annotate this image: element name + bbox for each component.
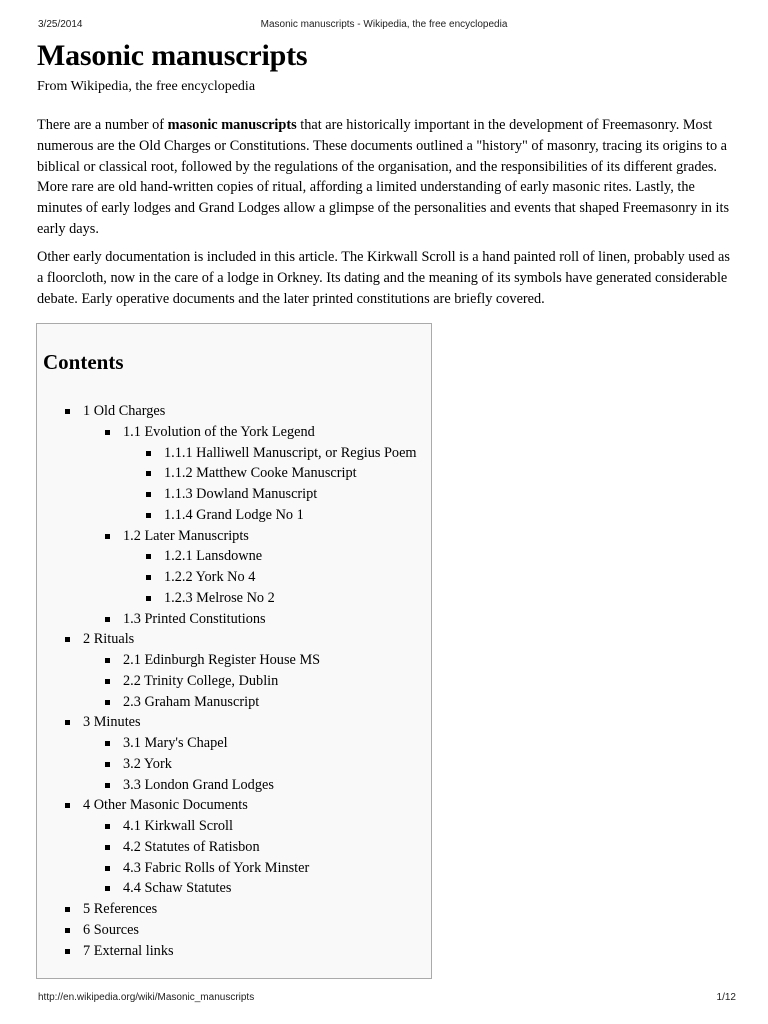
toc-item-label[interactable]: 1 Old Charges bbox=[83, 403, 166, 419]
toc-item-label[interactable]: 1.2.2 York No 4 bbox=[164, 569, 256, 585]
bullet-icon bbox=[105, 845, 110, 850]
toc-item[interactable] bbox=[37, 941, 417, 962]
print-date: 3/25/2014 bbox=[38, 19, 83, 30]
toc-item-label[interactable]: 4.4 Schaw Statutes bbox=[123, 880, 232, 897]
toc-item-label[interactable]: 1.2 Later Manuscripts bbox=[123, 527, 249, 544]
toc-item-label[interactable]: 4.2 Statutes of Ratisbon bbox=[123, 838, 260, 855]
bullet-icon bbox=[105, 679, 110, 684]
toc-list bbox=[37, 401, 417, 961]
toc-item-label[interactable]: 1.1.1 Halliwell Manuscript, or Regius Poem bbox=[164, 444, 417, 461]
bullet-icon bbox=[105, 534, 110, 539]
intro-lead: There are a number of bbox=[37, 117, 168, 133]
toc-item-label[interactable]: 7 External links bbox=[83, 942, 174, 959]
toc-item[interactable] bbox=[37, 920, 417, 941]
toc-item-label[interactable]: 6 Sources bbox=[83, 921, 139, 938]
toc-item-label[interactable]: 2 Rituals bbox=[83, 631, 135, 648]
bullet-icon bbox=[146, 596, 151, 601]
toc-item-label[interactable]: 5 References bbox=[83, 901, 158, 917]
bullet-icon bbox=[105, 866, 110, 871]
toc-item[interactable] bbox=[37, 858, 417, 879]
toc-item-label[interactable]: 4 Other Masonic Documents bbox=[83, 797, 248, 814]
toc-item-label[interactable]: 3.2 York bbox=[123, 755, 172, 772]
toc-item-label[interactable]: 1.1 Evolution of the York Legend bbox=[123, 423, 315, 440]
bullet-icon bbox=[105, 741, 110, 746]
toc-item[interactable] bbox=[37, 609, 417, 630]
page-subtitle: From Wikipedia, the free encyclopedia bbox=[37, 79, 256, 94]
toc-item-label[interactable]: 1.3 Printed Constitutions bbox=[123, 610, 266, 627]
second-paragraph: Other early documentation is included in this article. The Kirkwall Scroll is a hand painted roll of linen, probably used as a floorcloth, now in the care of a lodge in Orkney. Its dating and the meaning of its symbols have generated considerable debate. Early operative documents and the later printed constitutions are briefly covered. bbox=[37, 249, 730, 307]
toc-item[interactable] bbox=[37, 692, 417, 713]
bullet-icon bbox=[65, 949, 70, 954]
toc-item[interactable] bbox=[37, 754, 417, 775]
bullet-icon bbox=[65, 803, 70, 808]
toc-item[interactable] bbox=[37, 671, 417, 692]
toc-item-label[interactable]: 2.2 Trinity College, Dublin bbox=[123, 672, 279, 689]
intro-paragraph bbox=[37, 115, 737, 240]
toc-item-label[interactable]: 3.3 London Grand Lodges bbox=[123, 776, 274, 793]
toc-item[interactable] bbox=[37, 567, 417, 588]
toc-item[interactable] bbox=[37, 775, 417, 796]
toc-item-label[interactable]: 1.1.2 Matthew Cooke Manuscript bbox=[164, 465, 357, 482]
toc-heading: Contents bbox=[43, 350, 124, 374]
bullet-icon bbox=[105, 658, 110, 663]
toc-item[interactable] bbox=[37, 650, 417, 671]
bullet-icon bbox=[105, 430, 110, 435]
toc-item-label[interactable]: 1.1.4 Grand Lodge No 1 bbox=[164, 506, 304, 523]
bullet-icon bbox=[105, 617, 110, 622]
print-url: http://en.wikipedia.org/wiki/Masonic_manuscripts bbox=[38, 992, 255, 1003]
bullet-icon bbox=[105, 824, 110, 829]
toc-item[interactable] bbox=[37, 899, 417, 920]
toc-item[interactable] bbox=[37, 837, 417, 858]
toc-item-label[interactable]: 2.3 Graham Manuscript bbox=[123, 693, 260, 710]
bullet-icon bbox=[146, 471, 151, 476]
bullet-icon bbox=[65, 409, 70, 414]
bullet-icon bbox=[146, 575, 151, 580]
bullet-icon bbox=[105, 700, 110, 705]
bullet-icon bbox=[146, 451, 151, 456]
bullet-icon bbox=[65, 720, 70, 725]
toc-item-label[interactable]: 3.1 Mary's Chapel bbox=[123, 735, 228, 751]
toc-item-label[interactable]: 1.2.1 Lansdowne bbox=[164, 548, 263, 565]
print-header bbox=[0, 19, 768, 33]
toc-item[interactable] bbox=[37, 422, 417, 443]
toc-item[interactable] bbox=[37, 443, 417, 464]
toc-item-label[interactable]: 4.3 Fabric Rolls of York Minster bbox=[123, 859, 310, 876]
toc-item[interactable] bbox=[37, 712, 417, 733]
toc-item[interactable] bbox=[37, 546, 417, 567]
bullet-icon bbox=[65, 637, 70, 642]
toc-item[interactable] bbox=[37, 463, 417, 484]
toc-item-label[interactable]: 1.1.3 Dowland Manuscript bbox=[164, 486, 318, 502]
bullet-icon bbox=[105, 762, 110, 767]
bullet-icon bbox=[105, 886, 110, 891]
toc-item[interactable] bbox=[37, 526, 417, 547]
bullet-icon bbox=[105, 783, 110, 788]
toc-item[interactable] bbox=[37, 629, 417, 650]
bullet-icon bbox=[65, 907, 70, 912]
toc-item[interactable] bbox=[37, 795, 417, 816]
toc-item-label[interactable]: 3 Minutes bbox=[83, 714, 141, 731]
bullet-icon bbox=[146, 554, 151, 559]
bullet-icon bbox=[65, 928, 70, 933]
print-doc-title: Masonic manuscripts - Wikipedia, the free encyclopedia bbox=[260, 19, 508, 30]
print-footer bbox=[0, 992, 768, 1006]
toc-item[interactable] bbox=[37, 588, 417, 609]
toc-item[interactable] bbox=[37, 505, 417, 526]
bullet-icon bbox=[146, 513, 151, 518]
toc-item[interactable] bbox=[37, 878, 417, 899]
toc-item[interactable] bbox=[37, 733, 417, 754]
table-of-contents bbox=[36, 323, 432, 979]
toc-item-label[interactable]: 4.1 Kirkwall Scroll bbox=[123, 818, 233, 834]
print-page-number: 1/12 bbox=[716, 992, 736, 1003]
toc-item[interactable] bbox=[37, 816, 417, 837]
toc-item-label[interactable]: 2.1 Edinburgh Register House MS bbox=[123, 652, 321, 668]
toc-item[interactable] bbox=[37, 484, 417, 505]
intro-rest: that are historically important in the development of Freemasonry. Most numerous are the Old Charges or Constitutions. These documents outlined a "history" of masonry, tracing its origins to a biblical or classical root, followed by the regulations of the organisation, and the responsibilities of its different grades. More rare are old hand-written copies of ritual, affording a limited understanding of early masonic rites. Lastly, the minutes of early lodges and Grand Lodges allow a glimpse of the personalities and events that shaped Freemasonry in its early days. bbox=[37, 117, 730, 237]
toc-item[interactable] bbox=[37, 401, 417, 422]
bullet-icon bbox=[146, 492, 151, 497]
toc-item-label[interactable]: 1.2.3 Melrose No 2 bbox=[164, 589, 275, 606]
intro-bold-term: masonic manuscripts bbox=[167, 117, 297, 133]
page-title: Masonic manuscripts bbox=[37, 39, 308, 72]
